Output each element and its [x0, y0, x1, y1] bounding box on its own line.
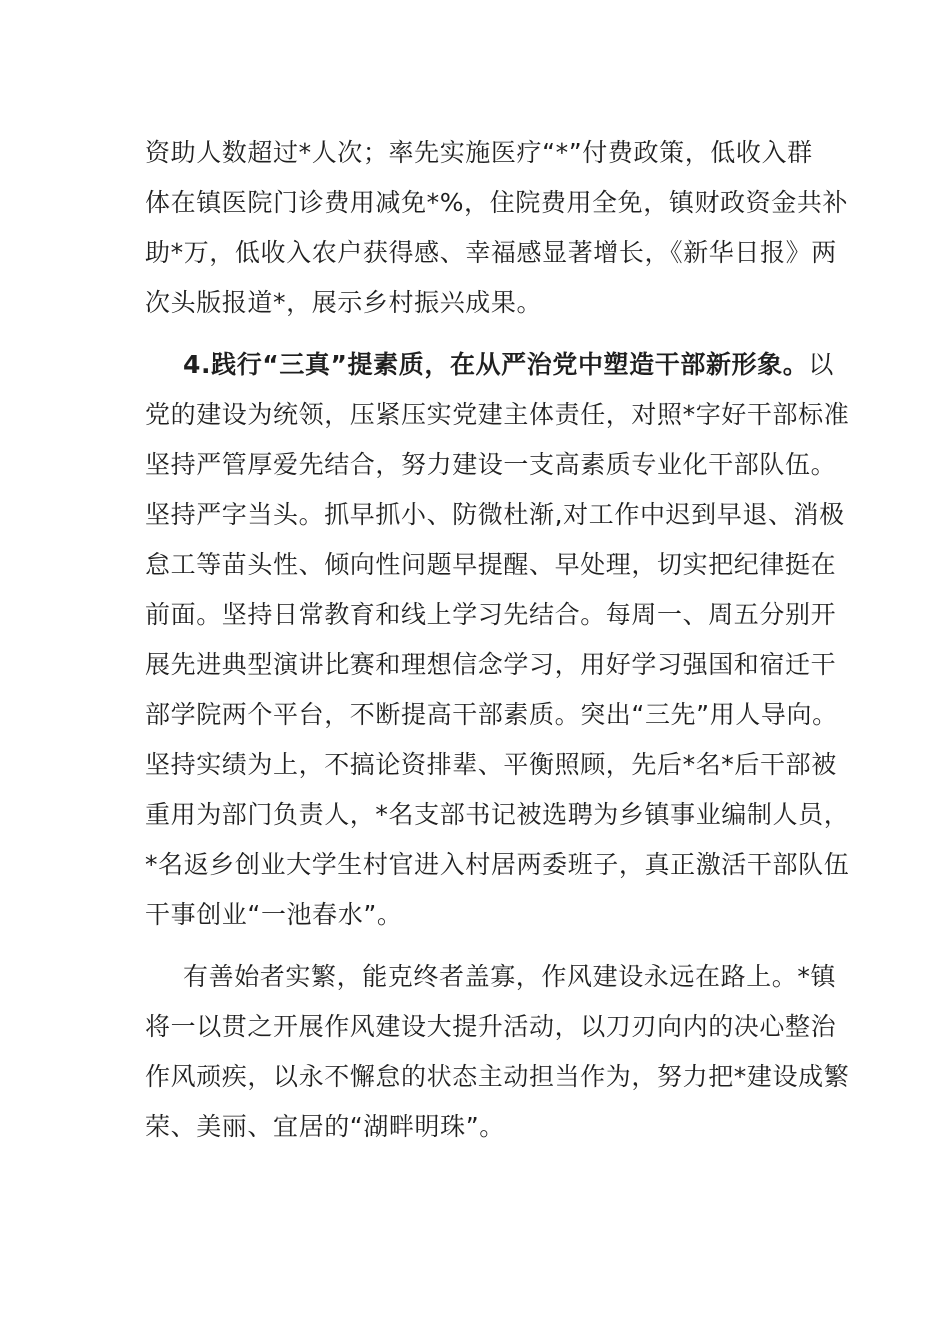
heading-line — [145, 340, 834, 390]
text-line: 怠工等苗头性、倾向性问题早提醒、早处理，切实把纪律挺在 — [145, 550, 837, 579]
text-line: 体在镇医院门诊费用减免*%，住院费用全免，镇财政资金共补 — [145, 188, 849, 217]
text-line: 部学院两个平台，不断提高干部素质。突出“三先”用人导向。 — [145, 700, 838, 729]
text-line: 次头版报道*，展示乡村振兴成果。 — [145, 288, 543, 317]
document-body — [145, 128, 850, 1152]
text-line: *名返乡创业大学生村官进入村居两委班子，真正激活干部队伍 — [145, 850, 850, 879]
text-line: 坚持实绩为上，不搞论资排辈、平衡照顾，先后*名*后干部被 — [145, 750, 837, 779]
text-line: 展先进典型演讲比赛和理想信念学习，用好学习强国和宿迁干 — [145, 650, 837, 679]
text-line: 有善始者实繁，能克终者盖寡，作风建设永远在路上。*镇 — [183, 962, 837, 991]
text-line: 党的建设为统领，压紧压实党建主体责任，对照*字好干部标准 — [145, 400, 850, 429]
text-line: 重用为部门负责人，*名支部书记被选聘为乡镇事业编制人员， — [145, 800, 850, 829]
text-line: 坚持严字当头。抓早抓小、防微杜渐,对工作中迟到早退、消极 — [145, 500, 845, 529]
text-line: 干事创业“一池春水”。 — [145, 900, 403, 929]
paragraph-1 — [145, 128, 849, 328]
text-line: 资助人数超过*人次；率先实施医疗“*”付费政策，低收入群 — [145, 138, 813, 167]
paragraph-3 — [145, 952, 850, 1152]
paragraph-2 — [145, 340, 850, 940]
text-line: 作风顽疾，以永不懈怠的状态主动担当作为，努力把*建设成繁 — [145, 1062, 850, 1091]
text-line: 助*万，低收入农户获得感、幸福感显著增长，《新华日报》两 — [145, 238, 837, 267]
text-line: 前面。坚持日常教育和线上学习先结合。每周一、周五分别开 — [145, 600, 837, 629]
text-line: 将一以贯之开展作风建设大提升活动，以刀刃向内的决心整治 — [145, 1012, 837, 1041]
section-heading: 4.践行“三真”提素质，在从严治党中塑造干部新形象。 — [183, 350, 809, 379]
text-line: 荣、美丽、宜居的“湖畔明珠”。 — [145, 1112, 505, 1141]
text-line: 坚持严管厚爱先结合，努力建设一支高素质专业化干部队伍。 — [145, 450, 837, 479]
heading-line-rest: 以 — [808, 350, 834, 379]
